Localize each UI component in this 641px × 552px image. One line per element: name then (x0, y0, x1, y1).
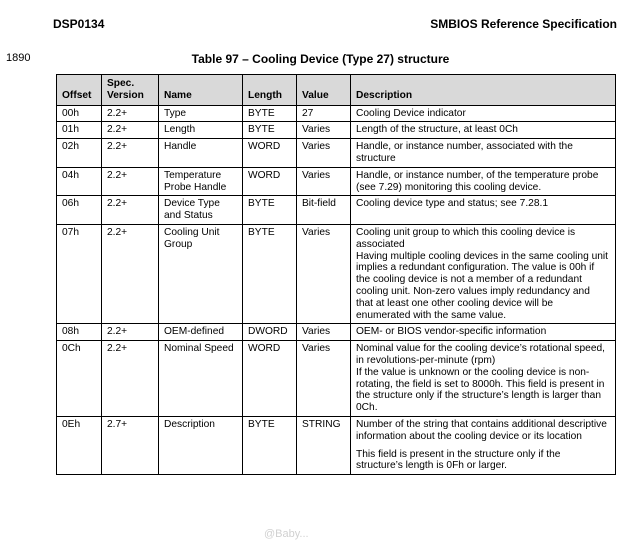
column-header-offset: Offset (57, 75, 102, 106)
document-id: DSP0134 (53, 17, 105, 31)
cell-value: Varies (297, 139, 351, 168)
table-row (57, 196, 616, 225)
description-paragraph: Handle, or instance number, associated with the structure (356, 141, 573, 164)
cell-description (351, 324, 616, 341)
cell-length: BYTE (243, 105, 297, 122)
cell-value: Varies (297, 122, 351, 139)
cell-length: WORD (243, 167, 297, 196)
table-row (57, 224, 616, 323)
description-paragraph: Cooling unit group to which this cooling device is associated (356, 226, 576, 250)
cell-length: BYTE (243, 416, 297, 474)
table-row (57, 341, 616, 417)
cell-length: WORD (243, 341, 297, 417)
cell-description (351, 196, 616, 225)
cell-spec-version: 2.2+ (102, 139, 159, 168)
cell-value: 27 (297, 105, 351, 122)
cell-value: Bit-field (297, 196, 351, 225)
cell-length: DWORD (243, 324, 297, 341)
description-paragraph: Cooling Device indicator (356, 107, 466, 119)
cell-length: BYTE (243, 122, 297, 139)
cell-description (351, 105, 616, 122)
table-body (57, 105, 616, 475)
document-title: SMBIOS Reference Specification (430, 17, 617, 31)
column-header-spec-version: Spec. Version (102, 75, 159, 106)
description-paragraph: Having multiple cooling devices in the same cooling unit implies a redundant configuration. The value is 00h if the cooling device is not a member of a redundant cooling unit. Non-zero values imply redundancy and that at least one other cooling device will be enumerated with the same value. (356, 250, 608, 321)
cell-offset: 00h (57, 105, 102, 122)
description-paragraph: This field is present in the structure only if the structure’s length is 0Fh or larger. (356, 448, 561, 472)
cell-description (351, 122, 616, 139)
cell-value: Varies (297, 324, 351, 341)
column-header-length: Length (243, 75, 297, 106)
description-paragraph: Length of the structure, at least 0Ch (356, 124, 518, 136)
cell-value: Varies (297, 341, 351, 417)
description-paragraph: Cooling device type and status; see 7.28.1 (356, 198, 548, 210)
cell-spec-version: 2.2+ (102, 341, 159, 417)
cell-value: Varies (297, 224, 351, 323)
column-header-value: Value (297, 75, 351, 106)
cell-spec-version: 2.2+ (102, 122, 159, 139)
cell-name: Length (159, 122, 243, 139)
cell-spec-version: 2.2+ (102, 196, 159, 225)
cell-name: OEM-defined (159, 324, 243, 341)
table-header-row (57, 75, 616, 106)
table-row (57, 122, 616, 139)
column-header-description: Description (351, 75, 616, 106)
cell-offset: 02h (57, 139, 102, 168)
cell-value: STRING (297, 416, 351, 474)
cooling-device-structure-table (56, 74, 616, 475)
cell-name: Cooling Unit Group (159, 224, 243, 323)
cell-name: Type (159, 105, 243, 122)
cell-spec-version: 2.7+ (102, 416, 159, 474)
cell-value: Varies (297, 167, 351, 196)
cell-name: Device Type and Status (159, 196, 243, 225)
cell-spec-version: 2.2+ (102, 324, 159, 341)
cell-length: BYTE (243, 224, 297, 323)
watermark: @Baby... (264, 528, 309, 540)
cell-offset: 08h (57, 324, 102, 341)
description-paragraph: Handle, or instance number, of the temperature probe (see 7.29) monitoring this cooling device. (356, 169, 599, 193)
cell-offset: 07h (57, 224, 102, 323)
description-paragraph: Nominal value for the cooling device’s rotational speed, in revolutions-per-minute (rpm) (356, 343, 605, 366)
description-paragraph: If the value is unknown or the cooling device is non-rotating, the field is set to 8000h. This field is present in the structure only if the structure’s length is larger than 0Ch. (356, 366, 605, 414)
cell-offset: 0Eh (57, 416, 102, 474)
cell-name: Handle (159, 139, 243, 168)
column-header-name: Name (159, 75, 243, 106)
cell-spec-version: 2.2+ (102, 167, 159, 196)
table-row (57, 105, 616, 122)
cell-offset: 06h (57, 196, 102, 225)
cell-name: Temperature Probe Handle (159, 167, 243, 196)
cell-description (351, 224, 616, 323)
table-row (57, 324, 616, 341)
line-number: 1890 (6, 52, 31, 64)
cell-name: Nominal Speed (159, 341, 243, 417)
cell-offset: 04h (57, 167, 102, 196)
cell-description (351, 167, 616, 196)
cell-description (351, 139, 616, 168)
description-paragraph: OEM- or BIOS vendor-specific information (356, 326, 547, 338)
cell-length: WORD (243, 139, 297, 168)
cell-offset: 0Ch (57, 341, 102, 417)
cell-length: BYTE (243, 196, 297, 225)
table-row (57, 139, 616, 168)
table-row (57, 416, 616, 474)
cell-spec-version: 2.2+ (102, 224, 159, 323)
cell-name: Description (159, 416, 243, 474)
table-row (57, 167, 616, 196)
cell-description (351, 341, 616, 417)
description-paragraph: Number of the string that contains additional descriptive information about the cooling device or its location (356, 418, 607, 442)
table-caption: Table 97 – Cooling Device (Type 27) structure (191, 52, 450, 66)
cell-offset: 01h (57, 122, 102, 139)
cell-description (351, 416, 616, 474)
cell-spec-version: 2.2+ (102, 105, 159, 122)
